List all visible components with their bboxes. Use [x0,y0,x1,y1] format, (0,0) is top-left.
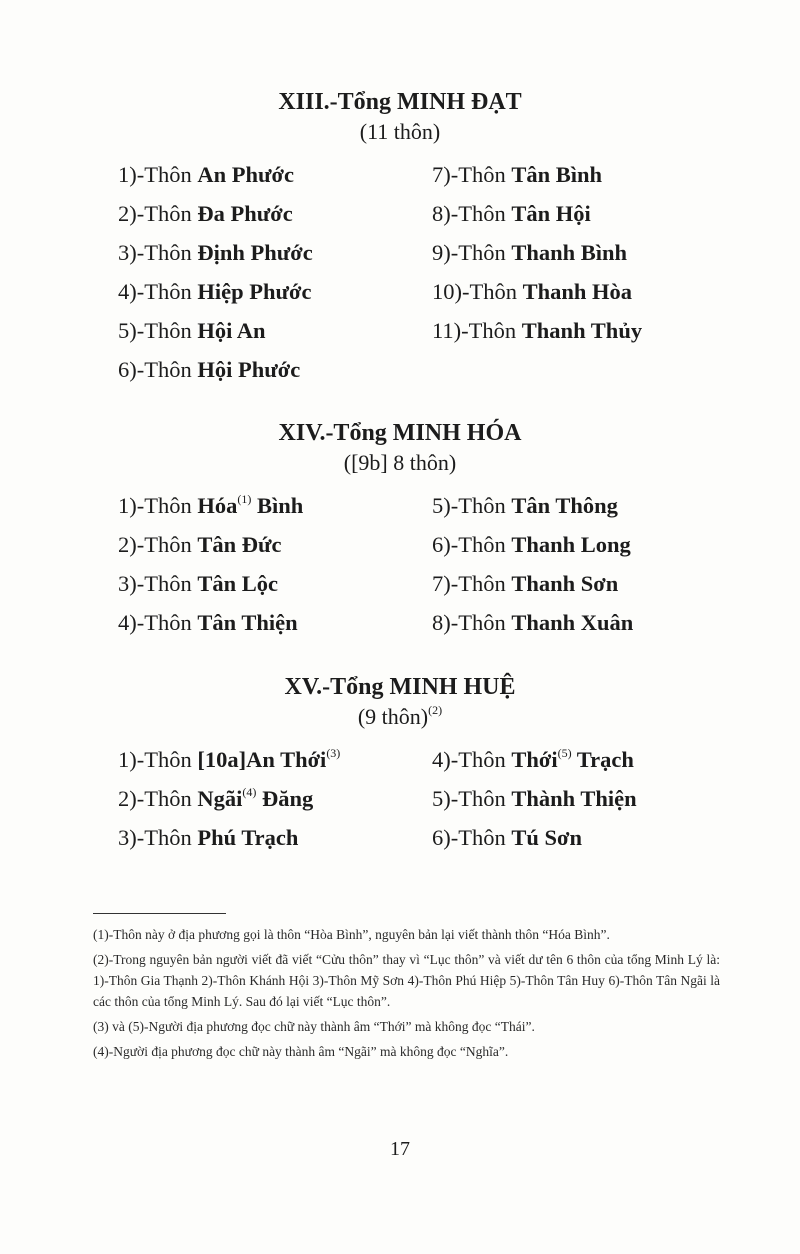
village-item: 9)-Thôn Thanh Bình [432,240,628,265]
village-item: 1)-Thôn An Phước [118,162,294,187]
village-item: 6)-Thôn Hội Phước [118,357,301,382]
village-list-right [432,740,637,857]
village-item: 11)-Thôn Thanh Thủy [432,318,643,343]
footnote-ref: (3) [326,746,341,760]
village-item: 3)-Thôn Định Phước [118,240,313,265]
village-item: 2)-Thôn Đa Phước [118,201,293,226]
village-item: 2)-Thôn Tân Đức [118,532,282,557]
section-tong-minh-hue [0,672,800,850]
village-item: 4)-Thôn Hiệp Phước [118,279,312,304]
footnote-ref: (1) [237,492,252,506]
village-item: 2)-Thôn Ngãi$^{(4)}$ Đăng [118,785,314,811]
section-heading: XIV.-Tổng MINH HÓA [278,420,522,446]
village-item: 6)-Thôn Tú Sơn [432,825,582,850]
village-item: 10)-Thôn Thanh Hòa [432,279,633,304]
footnote: (4)-Người địa phương đọc chữ này thành âm “Ngãi” mà không đọc “Nghĩa”. [93,1044,509,1059]
village-item: 1)-Thôn Hóa$^{(1)}$ Bình [118,492,304,518]
section-tong-minh-dat [0,87,800,382]
footnote: (1)-Thôn này ở địa phương gọi là thôn “Hòa Bình”, nguyên bản lại viết thành thôn “Hóa Bình”. [93,927,610,942]
village-item: 5)-Thôn Hội An [118,318,266,343]
village-item: 5)-Thôn Thành Thiện [432,786,637,811]
village-list-right [432,155,642,350]
village-item: 3)-Thôn Phú Trạch [118,825,299,850]
page-number: 17 [390,1138,410,1160]
section-subheading: (11 thôn) [359,119,441,144]
village-item: 7)-Thôn Thanh Sơn [432,571,619,596]
village-list-left [118,740,340,857]
village-item: 1)-Thôn [10a]An Thới$^{(3)}$ [118,746,341,772]
village-item: 4)-Thôn Thới$^{(5)}$ Trạch [432,746,634,772]
village-item: 3)-Thôn Tân Lộc [118,571,278,596]
footnote: (3) và (5)-Người địa phương đọc chữ này thành âm “Thới” mà không đọc “Thái”. [93,1019,535,1034]
footnote-ref: (5) [557,746,572,760]
section-subheading: ([9b] 8 thôn) [343,450,457,475]
footnote-divider [93,913,226,914]
village-list-left [118,486,303,642]
section-tong-minh-hoa [0,418,800,635]
footnote-ref: (4) [242,785,257,799]
village-item: 8)-Thôn Tân Hội [432,201,591,226]
section-heading: XV.-Tổng MINH HUỆ [284,674,516,700]
village-item: 5)-Thôn Tân Thông [432,493,618,518]
footnote-ref: (2) [428,703,443,717]
section-heading: XIII.-Tổng MINH ĐẠT [278,89,522,115]
footnote: (2)-Trong nguyên bản người viết đã viết “Cửu thôn” thay vì “Lục thôn” và viết dư tên 6 thôn của tổng Minh Lý là: 1)-Thôn Gia Thạnh 2)-Thôn Khánh Hội 3)-Thôn Mỹ Sơn 4)-Thôn Phú Hiệp 5)-Thôn Tân Huy 6)-Thôn Tân Ngãi là các thôn của tổng Minh Lý. Sau đó lại viết “Lục thôn”. [93,952,720,1009]
village-item: 4)-Thôn Tân Thiện [118,610,298,635]
village-list-left [118,155,313,389]
village-item: 6)-Thôn Thanh Long [432,532,631,557]
village-item: 8)-Thôn Thanh Xuân [432,610,634,635]
section-subheading: (9 thôn)$^{(2)}$ [357,703,443,729]
village-item: 7)-Thôn Tân Bình [432,162,603,187]
footnotes [93,924,720,1066]
village-list-right [432,486,633,642]
